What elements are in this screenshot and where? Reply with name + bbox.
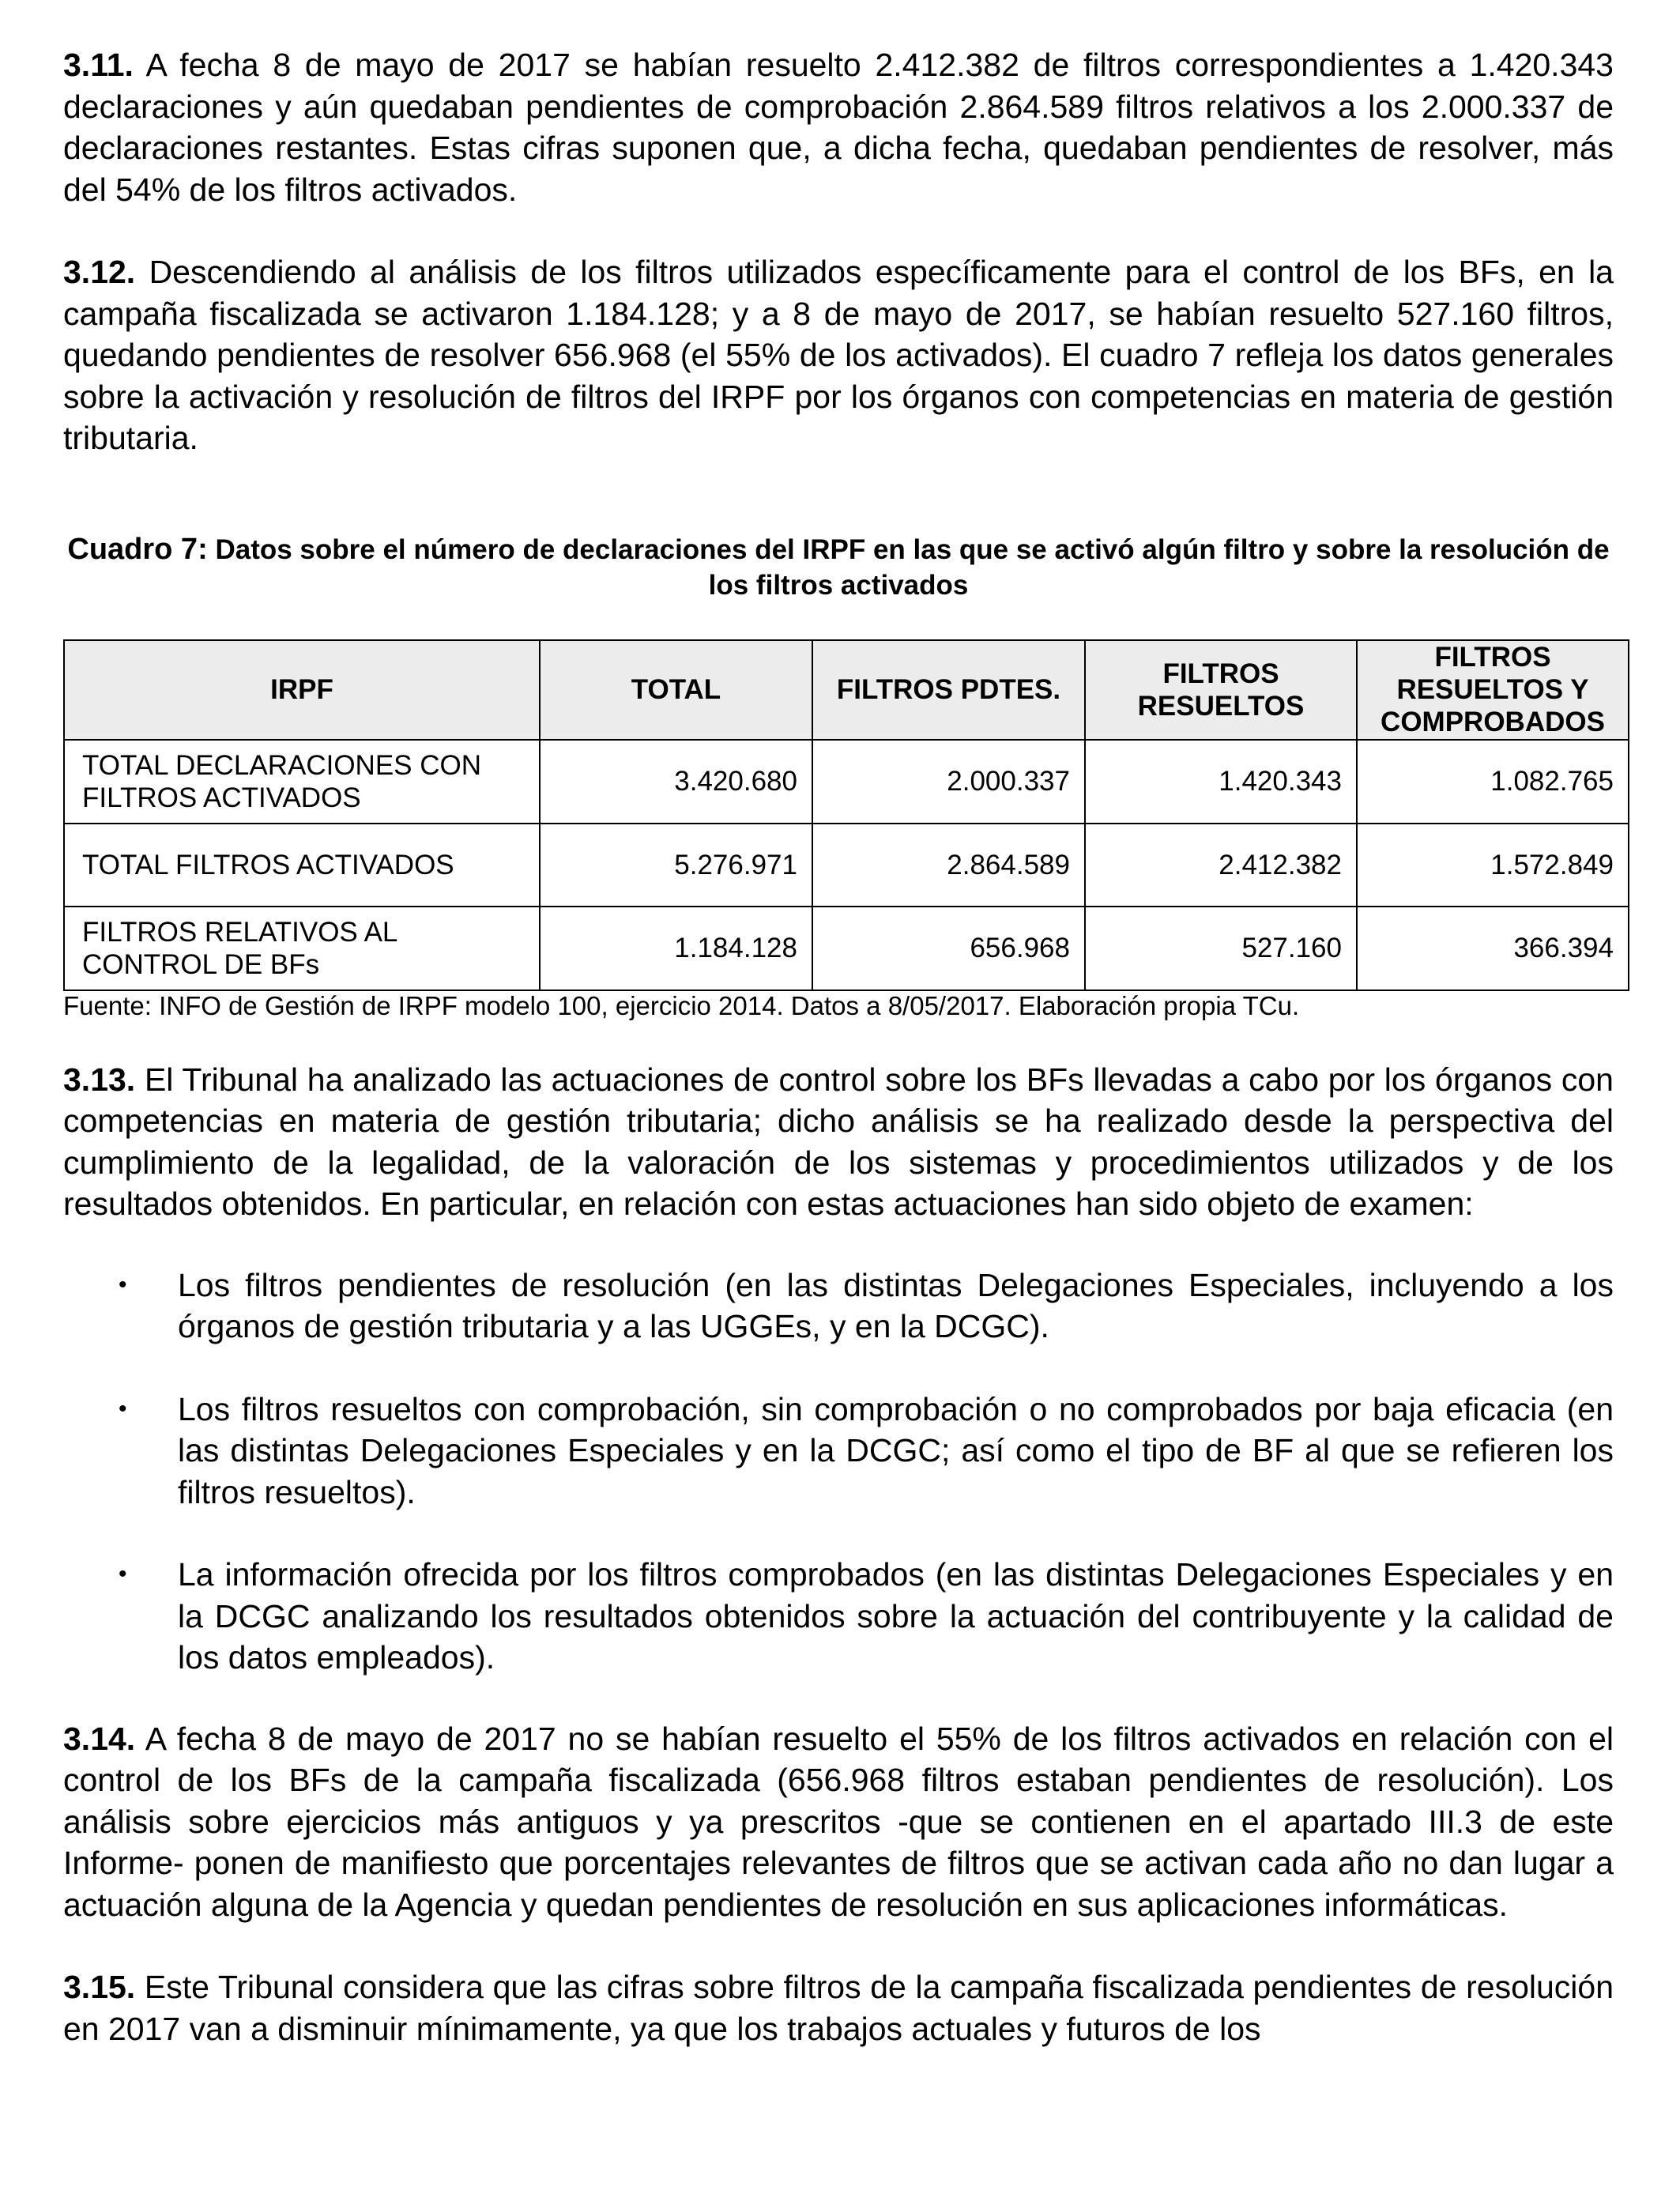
table-row [64, 907, 1629, 990]
table-cell: 3.420.680 [540, 740, 812, 824]
paragraph-text: A fecha 8 de mayo de 2017 no se habían resuelto el 55% de los filtros activados en relación con el control de los BFs de la campaña fiscalizada (656.968 filtros estaban pendientes de resolución). Los análisis sobre ejercicios más antiguos y ya prescritos -que se contienen en el apartado III.3 de este Informe- ponen de manifiesto que porcentajes relevantes de filtros que se activan cada año no dan lugar a actuación alguna de la Agencia y quedan pendientes de resolución en sus aplicaciones informáticas. [63, 1720, 1614, 1923]
table-cell: 2.412.382 [1085, 824, 1357, 907]
table-cell: 1.082.765 [1357, 740, 1629, 824]
paragraph-number: 3.13. [63, 1061, 136, 1098]
bullet-text: Los filtros pendientes de resolución (en las distintas Delegaciones Especiales, incluyendo a los órganos de gestión tributaria y a las UGGEs, y en la DCGC). [178, 1266, 1614, 1344]
bullet-icon: • [119, 1271, 127, 1298]
paragraph-3-15 [63, 1966, 1614, 2049]
table-row [64, 740, 1629, 824]
bullet-text: Los filtros resueltos con comprobación, sin comprobación o no comprobados por baja eficacia (en las distintas Delegaciones Especiales y en la DCGC; así como el tipo de BF al que se refieren los filtros resueltos). [178, 1390, 1614, 1510]
paragraph-text: A fecha 8 de mayo de 2017 se habían resuelto 2.412.382 de filtros correspondientes a 1.420.343 declaraciones y aún quedaban pendientes de comprobación 2.864.589 filtros relativos a los 2.000.337 de declaraciones restantes. Estas cifras suponen que, a dicha fecha, quedaban pendientes de resolver, más del 54% de los filtros activados. [63, 47, 1614, 208]
paragraph-text: Este Tribunal considera que las cifras sobre filtros de la campaña fiscalizada pendientes de resolución en 2017 van a disminuir mínimamente, ya que los trabajos actuales y futuros de los [63, 1969, 1614, 2047]
table-caption-text: Datos sobre el número de declaraciones del IRPF en las que se activó algún filtro y sobre la resolución de los filtros activados [215, 533, 1610, 601]
table-cell: 2.864.589 [812, 824, 1085, 907]
table-cell: 656.968 [812, 907, 1085, 990]
table-cell: 1.420.343 [1085, 740, 1357, 824]
table-cell: 1.184.128 [540, 907, 812, 990]
paragraph-number: 3.15. [63, 1969, 136, 2005]
table-cell: 1.572.849 [1357, 824, 1629, 907]
column-header: IRPF [64, 640, 540, 740]
paragraph-3-13 [63, 1059, 1614, 1225]
paragraph-3-14 [63, 1718, 1614, 1926]
paragraph-text: Descendiendo al análisis de los filtros utilizados específicamente para el control de los BFs, en la campaña fiscalizada se activaron 1.184.128; y a 8 de mayo de 2017, se habían resuelto 527.160 filtros, quedando pendientes de resolver 656.968 (el 55% de los activados). El cuadro 7 refleja los datos generales sobre la activación y resolución de filtros del IRPF por los órganos con competencias en materia de gestión tributaria. [63, 254, 1614, 456]
bullet-icon: • [119, 1561, 127, 1587]
paragraph-number: 3.11. [63, 47, 134, 83]
document-page [63, 44, 1614, 2049]
paragraph-3-11 [63, 44, 1614, 210]
table-row [64, 824, 1629, 907]
paragraph-number: 3.12. [63, 254, 136, 290]
column-header: FILTROS RESUELTOS [1085, 640, 1357, 740]
bullet-icon: • [119, 1395, 127, 1422]
bullet-item [63, 1554, 1614, 1679]
bullet-item [63, 1389, 1614, 1514]
column-header: FILTROS PDTES. [812, 640, 1085, 740]
bullet-list [63, 1265, 1614, 1679]
row-label: TOTAL DECLARACIONES CON FILTROS ACTIVADOS [64, 740, 540, 824]
table-header-row [64, 640, 1629, 740]
paragraph-number: 3.14. [63, 1720, 136, 1757]
paragraph-text: El Tribunal ha analizado las actuaciones de control sobre los BFs llevadas a cabo por los órganos con competencias en materia de gestión tributaria; dicho análisis se ha realizado desde la perspectiva del cumplimiento de la legalidad, de la valoración de los sistemas y procedimientos utilizados y de los resultados obtenidos. En particular, en relación con estas actuaciones han sido objeto de examen: [63, 1061, 1614, 1222]
row-label: FILTROS RELATIVOS AL CONTROL DE BFs [64, 907, 540, 990]
table-cell: 5.276.971 [540, 824, 812, 907]
table-caption-label: Cuadro 7: [67, 532, 208, 566]
column-header: FILTROS RESUELTOS Y COMPROBADOS [1357, 640, 1629, 740]
table-cell: 366.394 [1357, 907, 1629, 990]
paragraph-3-12 [63, 251, 1614, 459]
bullet-item [63, 1265, 1614, 1348]
table-cell: 2.000.337 [812, 740, 1085, 824]
data-table-cuadro-7 [63, 639, 1629, 991]
column-header: TOTAL [540, 640, 812, 740]
row-label: TOTAL FILTROS ACTIVADOS [64, 824, 540, 907]
table-source-note: Fuente: INFO de Gestión de IRPF modelo 100, ejercicio 2014. Datos a 8/05/2017. Elaboración propia TCu. [63, 990, 1300, 1020]
table-caption [63, 532, 1614, 603]
table-cell: 527.160 [1085, 907, 1357, 990]
bullet-text: La información ofrecida por los filtros comprobados (en las distintas Delegaciones Especiales y en la DCGC analizando los resultados obtenidos sobre la actuación del contribuyente y la calidad de los datos empleados). [178, 1556, 1614, 1676]
